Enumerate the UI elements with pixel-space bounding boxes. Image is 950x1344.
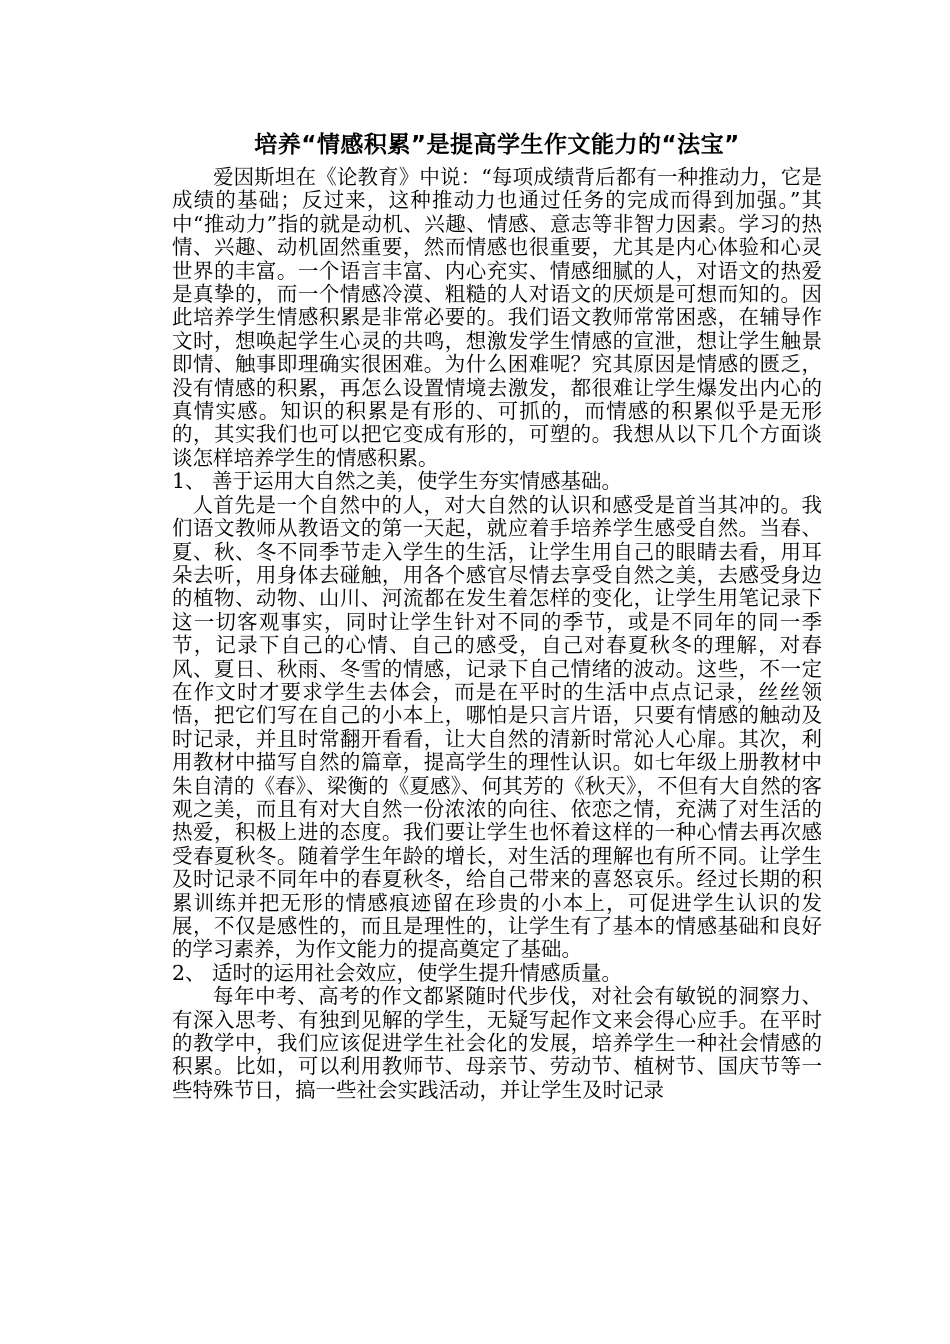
section-1-heading: 1、 善于运用大自然之美，使学生夯实情感基础。 bbox=[172, 469, 623, 494]
document-page bbox=[172, 130, 822, 1102]
section-2-heading: 2、 适时的运用社会效应，使学生提升情感质量。 bbox=[172, 960, 623, 985]
intro-paragraph: 爱因斯坦在《论教育》中说：“每项成绩背后都有一种推动力，它是成绩的基础；反过来，这种推动力也通过任务的完成而得到加强。”其中“推动力”指的就是动机、兴趣、情感、意志等非智力因素。学习的热情、兴趣、动机固然重要，然而情感也很重要，尤其是内心体验和心灵世界的丰富。一个语言丰富、内心充实、情感细腻的人，对语文的热爱是真挚的，而一个情感冷漠、粗糙的人对语文的厌烦是可想而知的。因此培养学生情感积累是非常必要的。我们语文教师常常困惑，在辅导作文时，想唤起学生心灵的共鸣，想激发学生情感的宣泄，想让学生触景即情、触事即理确实很困难。为什么困难呢？究其原因是情感的匮乏，没有情感的积累，再怎么设置情境去激发，都很难让学生爆发出内心的真情实感。知识的积累是有形的、可抓的，而情感的积累似乎是无形的，其实我们也可以把它变成有形的，可塑的。我想从以下几个方面谈谈怎样培养学生的情感积累。 bbox=[172, 165, 822, 470]
section-1-paragraph: 人首先是一个自然中的人，对大自然的认识和感受是首当其冲的。我们语文教师从教语文的第一天起，就应着手培养学生感受自然。当春、夏、秋、冬不同季节走入学生的生活，让学生用自己的眼睛去看，用耳朵去听，用身体去碰触，用各个感官尽情去享受自然之美，去感受身边的植物、动物、山川、河流都在发生着怎样的变化，让学生用笔记录下这一切客观事实，同时让学生针对不同的季节，或是不同年的同一季节，记录下自己的心情、自己的感受，自己对春夏秋冬的理解，对春风、夏日、秋雨、冬雪的情感，记录下自己情绪的波动。这些，不一定在作文时才要求学生去体会，而是在平时的生活中点点记录，丝丝领悟，把它们写在自己的小本上，哪怕是只言片语，只要有情感的触动及时记录，并且时常翻开看看，让大自然的清新时常沁人心扉。其次，利用教材中描写自然的篇章，提高学生的理性认识。如七年级上册教材中朱自清的《春》、梁衡的《夏感》、何其芳的《秋天》，不但有大自然的客观之美，而且有对大自然一份浓浓的向往、依恋之情，充满了对生活的热爱，积极上进的态度。我们要让学生也怀着这样的一种心情去再次感受春夏秋冬。随着学生年龄的增长，对生活的理解也有所不同。让学生及时记录不同年中的春夏秋冬，给自己带来的喜怒哀乐。经过长期的积累训练并把无形的情感痕迹留在珍贵的小本上，可促进学生认识的发展，不仅是感性的，而且是理性的，让学生有了基本的情感基础和良好的学习素养，为作文能力的提高奠定了基础。 bbox=[172, 492, 822, 962]
document-title: 培养“情感积累”是提高学生作文能力的“法宝” bbox=[254, 132, 740, 158]
section-2-paragraph: 每年中考、高考的作文都紧随时代步伐，对社会有敏锐的洞察力、有深入思考、有独到见解的学生，无疑写起作文来会得心应手。在平时的教学中，我们应该促进学生社会化的发展，培养学生一种社会情感的积累。比如，可以利用教师节、母亲节、劳动节、植树节、国庆节等一些特殊节日，搞一些社会实践活动，并让学生及时记录 bbox=[172, 984, 822, 1102]
